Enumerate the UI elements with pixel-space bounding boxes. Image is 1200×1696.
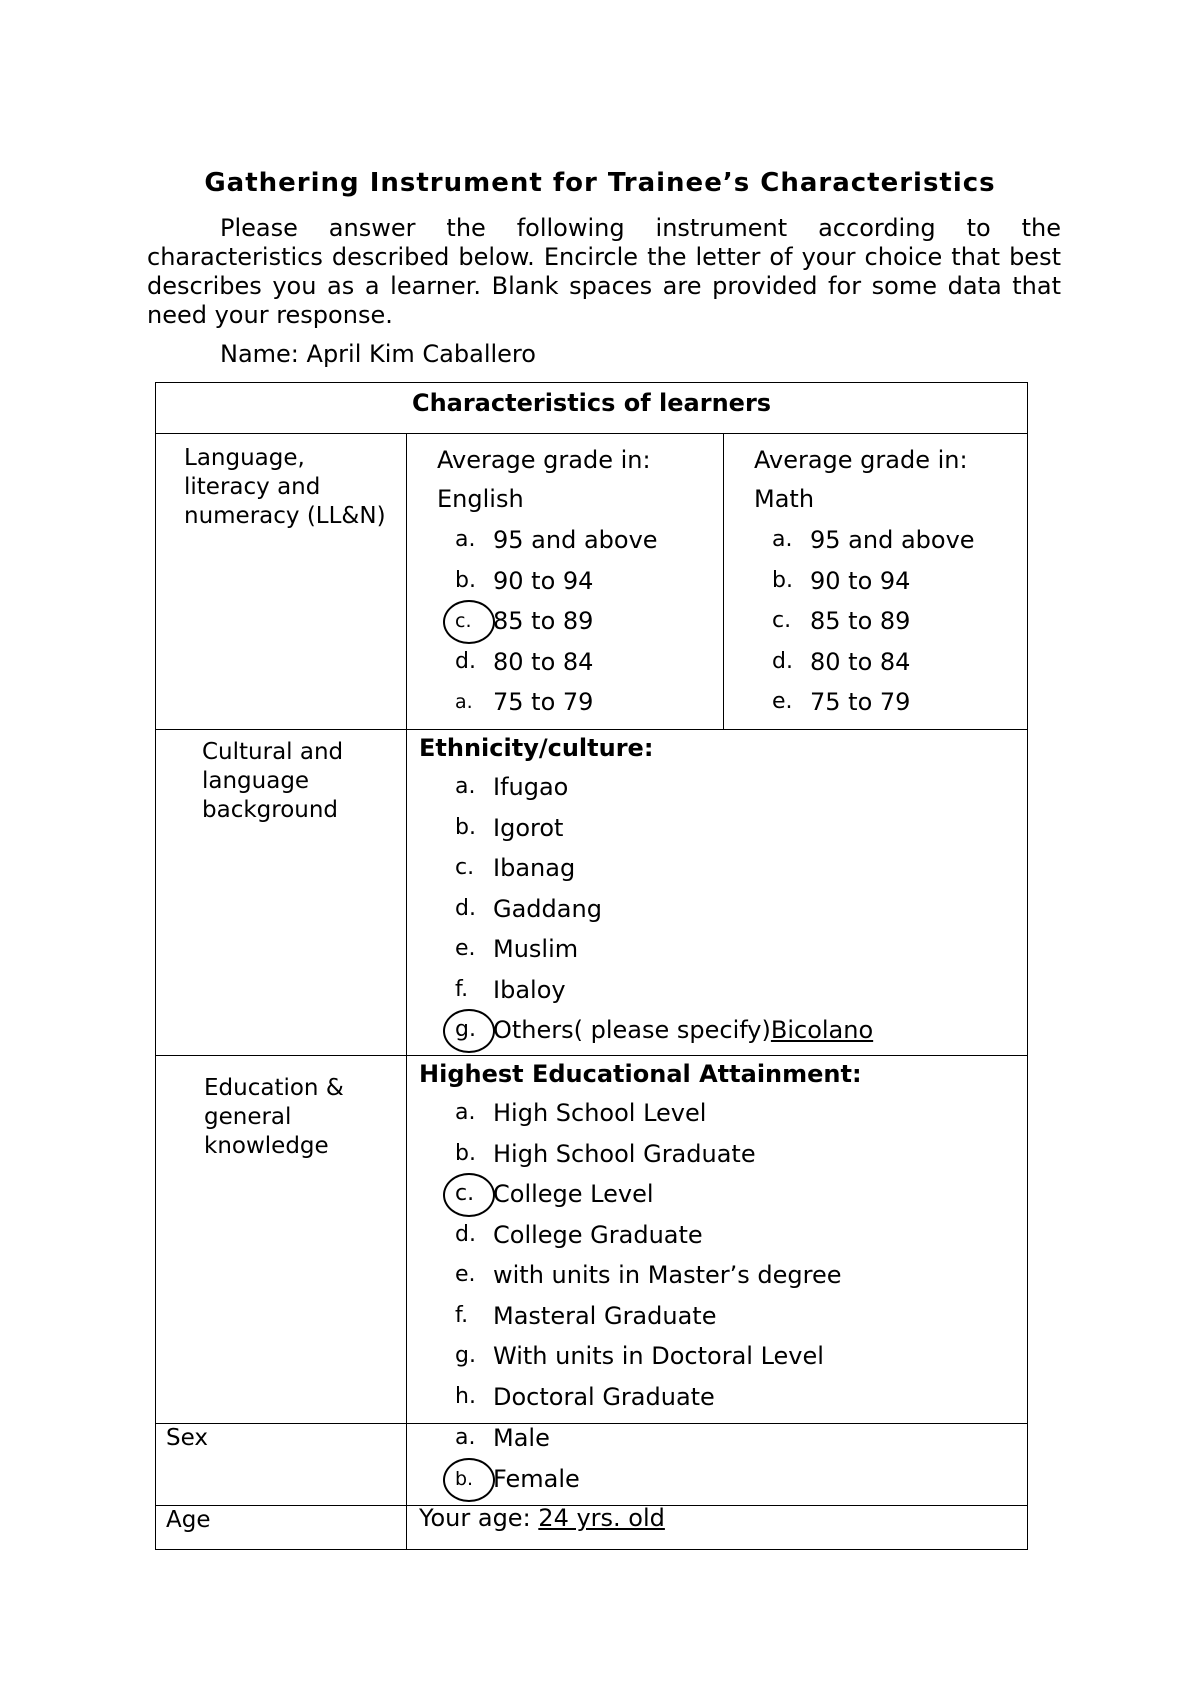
english-grade-cell bbox=[407, 434, 724, 730]
age-cell bbox=[407, 1506, 1028, 1550]
ethnicity-options bbox=[407, 767, 1017, 1051]
list-item[interactable]: a. High School Level bbox=[455, 1099, 707, 1127]
respondent-name: Name: April Kim Caballero bbox=[220, 340, 536, 368]
list-item[interactable]: a. Ifugao bbox=[455, 773, 569, 801]
list-item[interactable]: g. With units in Doctoral Level bbox=[455, 1342, 824, 1370]
education-cell bbox=[407, 1056, 1028, 1424]
ethnicity-answer: Bicolano bbox=[770, 1016, 874, 1044]
age-prompt: Your age: bbox=[419, 1504, 539, 1532]
sex-cell bbox=[407, 1424, 1028, 1506]
math-subject: Math bbox=[754, 485, 815, 513]
table-header-row bbox=[156, 383, 1028, 434]
list-item[interactable]: d. 80 to 84 bbox=[772, 647, 911, 676]
sex-category-label: Sex bbox=[156, 1424, 407, 1506]
age-row bbox=[156, 1506, 1028, 1550]
list-item[interactable]: d. Gaddang bbox=[455, 894, 602, 923]
ethnicity-heading: Ethnicity/culture: bbox=[419, 734, 654, 762]
math-options bbox=[724, 520, 1017, 723]
list-item[interactable]: e. 75 to 79 bbox=[772, 688, 911, 716]
age-category-label: Age bbox=[156, 1506, 407, 1550]
llan-row bbox=[156, 434, 1028, 730]
list-item[interactable]: a. 95 and above bbox=[455, 526, 658, 554]
instructions-paragraph: Please answer the following instrument according to the characteristics described below. Encircle the letter of your choice that best describes you as a learner. Blank spaces are provided for some data that need your response. bbox=[147, 214, 1061, 329]
ethnicity-cell bbox=[407, 730, 1028, 1056]
english-heading: Average grade in: bbox=[437, 446, 651, 474]
education-heading: Highest Educational Attainment: bbox=[419, 1060, 862, 1088]
list-item[interactable]: d. College Graduate bbox=[455, 1220, 703, 1249]
list-item[interactable]: b. Igorot bbox=[455, 813, 564, 842]
sex-row bbox=[156, 1424, 1028, 1506]
list-item-selected[interactable]: g. Others( please specify)Bicolano bbox=[407, 1010, 1017, 1051]
list-item[interactable]: a. 95 and above bbox=[772, 526, 975, 554]
age-line bbox=[419, 1498, 1017, 1538]
document-title: Gathering Instrument for Trainee’s Characteristics bbox=[204, 168, 996, 198]
llan-category-label: Language, literacy and numeracy (LL&N) bbox=[156, 434, 407, 730]
education-options bbox=[407, 1093, 1017, 1417]
list-item[interactable]: b. 90 to 94 bbox=[455, 566, 594, 595]
math-grade-cell bbox=[724, 434, 1028, 730]
list-item[interactable]: e. with units in Master’s degree bbox=[455, 1261, 842, 1289]
education-category-label: Education & general knowledge bbox=[156, 1056, 407, 1424]
math-heading: Average grade in: bbox=[754, 446, 968, 474]
list-item-selected[interactable]: c. 85 to 89 bbox=[407, 601, 713, 642]
list-item[interactable]: f. Ibaloy bbox=[455, 975, 566, 1004]
list-item[interactable]: b. 90 to 94 bbox=[772, 566, 911, 595]
age-answer: 24 yrs. old bbox=[538, 1504, 665, 1532]
culture-category-label: Cultural and language background bbox=[156, 730, 407, 1056]
english-options bbox=[407, 520, 713, 723]
list-item[interactable]: c. 85 to 89 bbox=[772, 607, 911, 635]
english-subject: English bbox=[437, 485, 524, 513]
list-item[interactable]: f. Masteral Graduate bbox=[455, 1301, 717, 1330]
sex-options bbox=[407, 1418, 1017, 1499]
list-item[interactable]: d. 80 to 84 bbox=[455, 647, 594, 676]
list-item[interactable]: b. High School Graduate bbox=[455, 1139, 756, 1168]
list-item-selected[interactable]: b. Female bbox=[407, 1459, 1017, 1500]
characteristics-table bbox=[155, 382, 1028, 1550]
list-item[interactable]: h. Doctoral Graduate bbox=[455, 1382, 715, 1411]
list-item[interactable]: e. Muslim bbox=[455, 935, 579, 963]
list-item-selected[interactable]: c. College Level bbox=[407, 1174, 1017, 1215]
list-item[interactable]: c. Ibanag bbox=[455, 854, 576, 882]
culture-row bbox=[156, 730, 1028, 1056]
list-item[interactable]: a. 75 to 79 bbox=[455, 688, 594, 716]
education-row bbox=[156, 1056, 1028, 1424]
table-header: Characteristics of learners bbox=[156, 383, 1028, 434]
list-item[interactable]: a. Male bbox=[455, 1424, 550, 1452]
